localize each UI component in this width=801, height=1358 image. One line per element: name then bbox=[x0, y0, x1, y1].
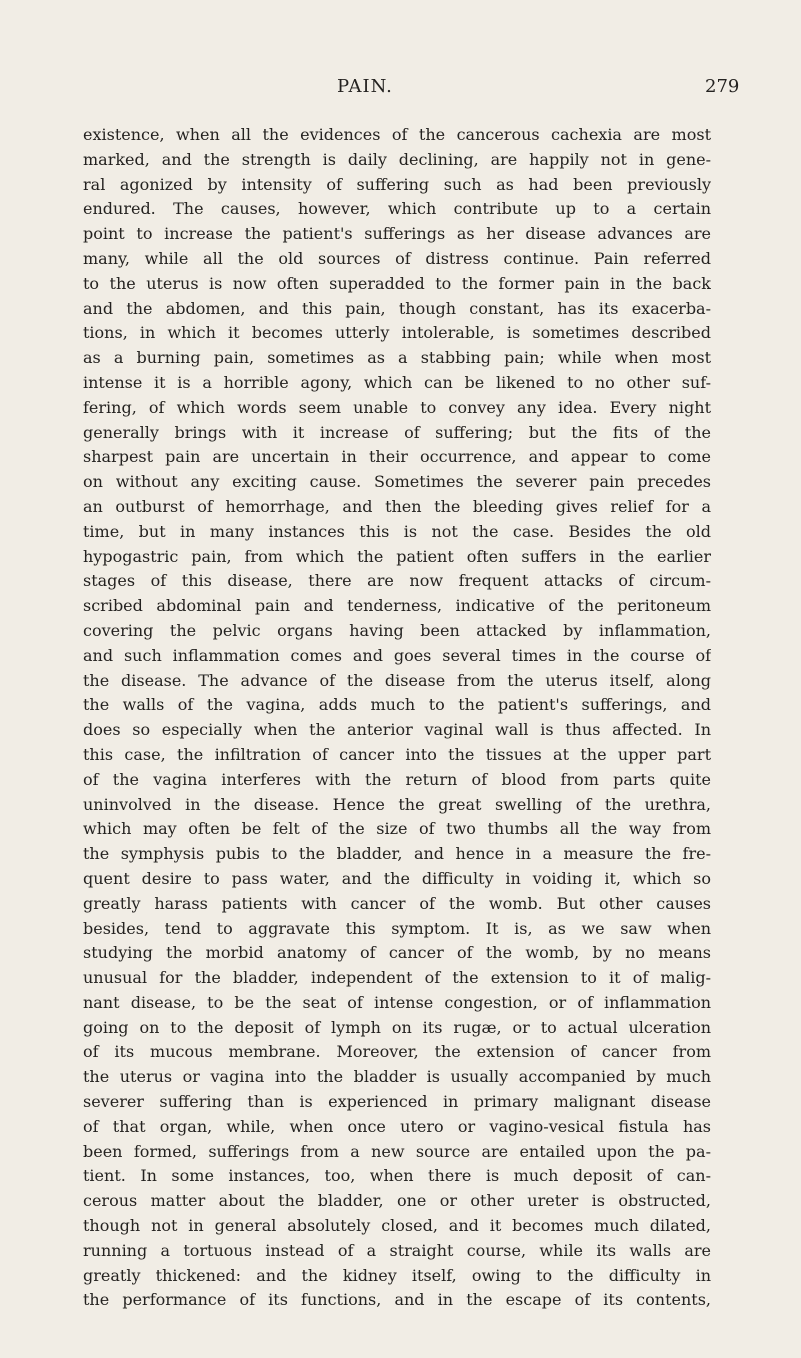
text-line: as a burning pain, sometimes as a stabbing pain; while when most bbox=[83, 348, 711, 368]
body-paragraph bbox=[83, 123, 711, 1313]
running-title: PAIN. bbox=[337, 76, 393, 97]
text-line: and the abdomen, and this pain, though constant, has its exacerba- bbox=[83, 298, 711, 318]
text-line: unusual for the bladder, independent of the extension to it of malig- bbox=[83, 968, 711, 988]
text-line: intense it is a horrible agony, which can be likened to no other suf- bbox=[83, 372, 711, 392]
text-line: generally brings with it increase of suffering; but the fits of the bbox=[83, 422, 711, 442]
text-line: studying the morbid anatomy of cancer of the womb, by no means bbox=[83, 943, 711, 963]
text-line: of its mucous membrane. Moreover, the extension of cancer from bbox=[83, 1042, 711, 1062]
text-line: this case, the infiltration of cancer into the tissues at the upper part bbox=[83, 744, 711, 764]
text-line: ral agonized by intensity of suffering such as had been previously bbox=[83, 174, 711, 194]
text-line: cerous matter about the bladder, one or other ureter is obstructed, bbox=[83, 1191, 711, 1211]
text-line: endured. The causes, however, which contribute up to a certain bbox=[83, 199, 711, 219]
text-line: marked, and the strength is daily declining, are happily not in gene- bbox=[83, 149, 711, 169]
text-line: the uterus or vagina into the bladder is usually accompanied by much bbox=[83, 1067, 711, 1087]
text-line: does so especially when the anterior vaginal wall is thus affected. In bbox=[83, 720, 711, 740]
text-line: the disease. The advance of the disease from the uterus itself, along bbox=[83, 670, 711, 690]
text-line: tions, in which it becomes utterly intolerable, is sometimes described bbox=[83, 323, 711, 343]
text-line: point to increase the patient's sufferings as her disease advances are bbox=[83, 224, 711, 244]
text-line: existence, when all the evidences of the cancerous cachexia are most bbox=[83, 125, 711, 144]
text-line: uninvolved in the disease. Hence the great swelling of the urethra, bbox=[83, 794, 711, 814]
text-line: and such inflammation comes and goes several times in the course of bbox=[83, 645, 711, 665]
text-line: though not in general absolutely closed, and it becomes much dilated, bbox=[83, 1216, 711, 1236]
page-number: 279 bbox=[705, 76, 740, 97]
text-line: to the uterus is now often superadded to the former pain in the back bbox=[83, 273, 711, 293]
text-line: which may often be felt of the size of two thumbs all the way from bbox=[83, 819, 711, 839]
text-line: tient. In some instances, too, when there is much deposit of can- bbox=[83, 1166, 711, 1186]
text-line: greatly thickened: and the kidney itself, owing to the difficulty in bbox=[83, 1265, 711, 1285]
text-line: an outburst of hemorrhage, and then the bleeding gives relief for a bbox=[83, 496, 711, 516]
text-line: fering, of which words seem unable to convey any idea. Every night bbox=[83, 397, 711, 417]
text-line: of that organ, while, when once utero or vagino-vesical fistula has bbox=[83, 1116, 711, 1136]
text-line: besides, tend to aggravate this symptom. It is, as we saw when bbox=[83, 918, 711, 938]
text-line: quent desire to pass water, and the difficulty in voiding it, which so bbox=[83, 868, 711, 888]
text-line: nant disease, to be the seat of intense congestion, or of inflammation bbox=[83, 992, 711, 1012]
text-line: the walls of the vagina, adds much to the patient's sufferings, and bbox=[83, 695, 711, 715]
text-line: stages of this disease, there are now frequent attacks of circum- bbox=[83, 571, 711, 591]
text-line: on without any exciting cause. Sometimes the severer pain precedes bbox=[83, 472, 711, 492]
text-line: covering the pelvic organs having been attacked by inflammation, bbox=[83, 620, 711, 640]
text-line: hypogastric pain, from which the patient often suffers in the earlier bbox=[83, 546, 711, 566]
text-line: going on to the deposit of lymph on its rugæ, or to actual ulceration bbox=[83, 1017, 711, 1037]
text-line: time, but in many instances this is not the case. Besides the old bbox=[83, 521, 711, 541]
text-line: of the vagina interferes with the return of blood from parts quite bbox=[83, 769, 711, 789]
text-line: running a tortuous instead of a straight course, while its walls are bbox=[83, 1240, 711, 1260]
text-line: greatly harass patients with cancer of the womb. But other causes bbox=[83, 893, 711, 913]
text-line: scribed abdominal pain and tenderness, indicative of the peritoneum bbox=[83, 596, 711, 616]
text-line: been formed, sufferings from a new source are entailed upon the pa- bbox=[83, 1141, 711, 1161]
text-line: many, while all the old sources of distress continue. Pain referred bbox=[83, 248, 711, 268]
text-line: severer suffering than is experienced in primary malignant disease bbox=[83, 1092, 711, 1112]
text-line: the symphysis pubis to the bladder, and hence in a measure the fre- bbox=[83, 844, 711, 864]
text-line: sharpest pain are uncertain in their occurrence, and appear to come bbox=[83, 447, 711, 467]
text-line: the performance of its functions, and in the escape of its contents, bbox=[83, 1290, 711, 1310]
